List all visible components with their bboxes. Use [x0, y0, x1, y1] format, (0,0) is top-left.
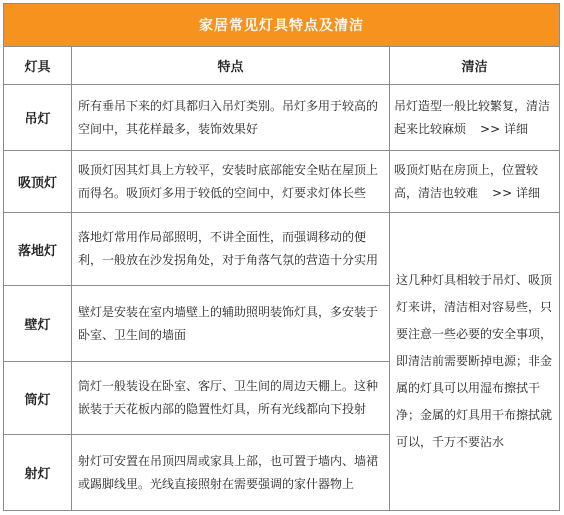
header-feature: 特点: [72, 47, 390, 85]
table-row: [4, 151, 560, 213]
header-clean: 清洁: [390, 47, 560, 85]
lamp-name: 筒灯: [4, 362, 72, 435]
table-title: 家居常见灯具特点及清洁: [4, 4, 560, 47]
shared-clean-text: 这几种灯具相较于吊灯、吸顶灯来讲，清洁相对容易些，只要注意一些必要的安全事项，即清洁前需要断掉电源；非金属的灯具可以用湿布擦拭干净；金属的灯具用干布擦拭就可以，千万不要沾水: [390, 213, 560, 511]
lamp-feature: 壁灯是安装在室内墙壁上的辅助照明装饰灯具，多安装于卧室、卫生间的墙面: [72, 286, 390, 362]
table-row: [4, 213, 560, 286]
lamp-name: 吊灯: [4, 85, 72, 151]
lamp-table-container: [3, 3, 559, 511]
lamp-name: 射灯: [4, 435, 72, 511]
lamp-name: 落地灯: [4, 213, 72, 286]
lamp-feature: 落地灯常用作局部照明，不讲全面性，而强调移动的便利，一般放在沙发拐角处，对于角落气氛的营造十分实用: [72, 213, 390, 286]
detail-link[interactable]: >> 详细: [492, 185, 540, 200]
detail-link[interactable]: >> 详细: [480, 121, 528, 136]
lamp-name: 吸顶灯: [4, 151, 72, 213]
lamp-feature: 筒灯一般装设在卧室、客厅、卫生间的周边天棚上。这种嵌装于天花板内部的隐置性灯具，所有光线都向下投射: [72, 362, 390, 435]
table-row: [4, 85, 560, 151]
lamp-clean-text: 吊灯造型一般比较繁复，清洁起来比较麻烦: [394, 98, 551, 136]
lamp-table: [3, 3, 560, 511]
lamp-feature: 吸顶灯因其灯具上方较平，安装时底部能安全贴在屋顶上而得名。吸顶灯多用于较低的空间中，灯要求灯体长些: [72, 151, 390, 213]
header-lamp: 灯具: [4, 47, 72, 85]
lamp-clean-text: 吸顶灯贴在房顶上，位置较高，清洁也较难: [394, 162, 539, 200]
lamp-clean: [390, 85, 560, 151]
lamp-feature: 所有垂吊下来的灯具都归入吊灯类别。吊灯多用于较高的空间中，其花样最多，装饰效果好: [72, 85, 390, 151]
lamp-clean: [390, 151, 560, 213]
lamp-feature: 射灯可安置在吊顶四周或家具上部，也可置于墙内、墙裙或踢脚线里。光线直接照射在需要强调的家什器物上: [72, 435, 390, 511]
lamp-name: 壁灯: [4, 286, 72, 362]
